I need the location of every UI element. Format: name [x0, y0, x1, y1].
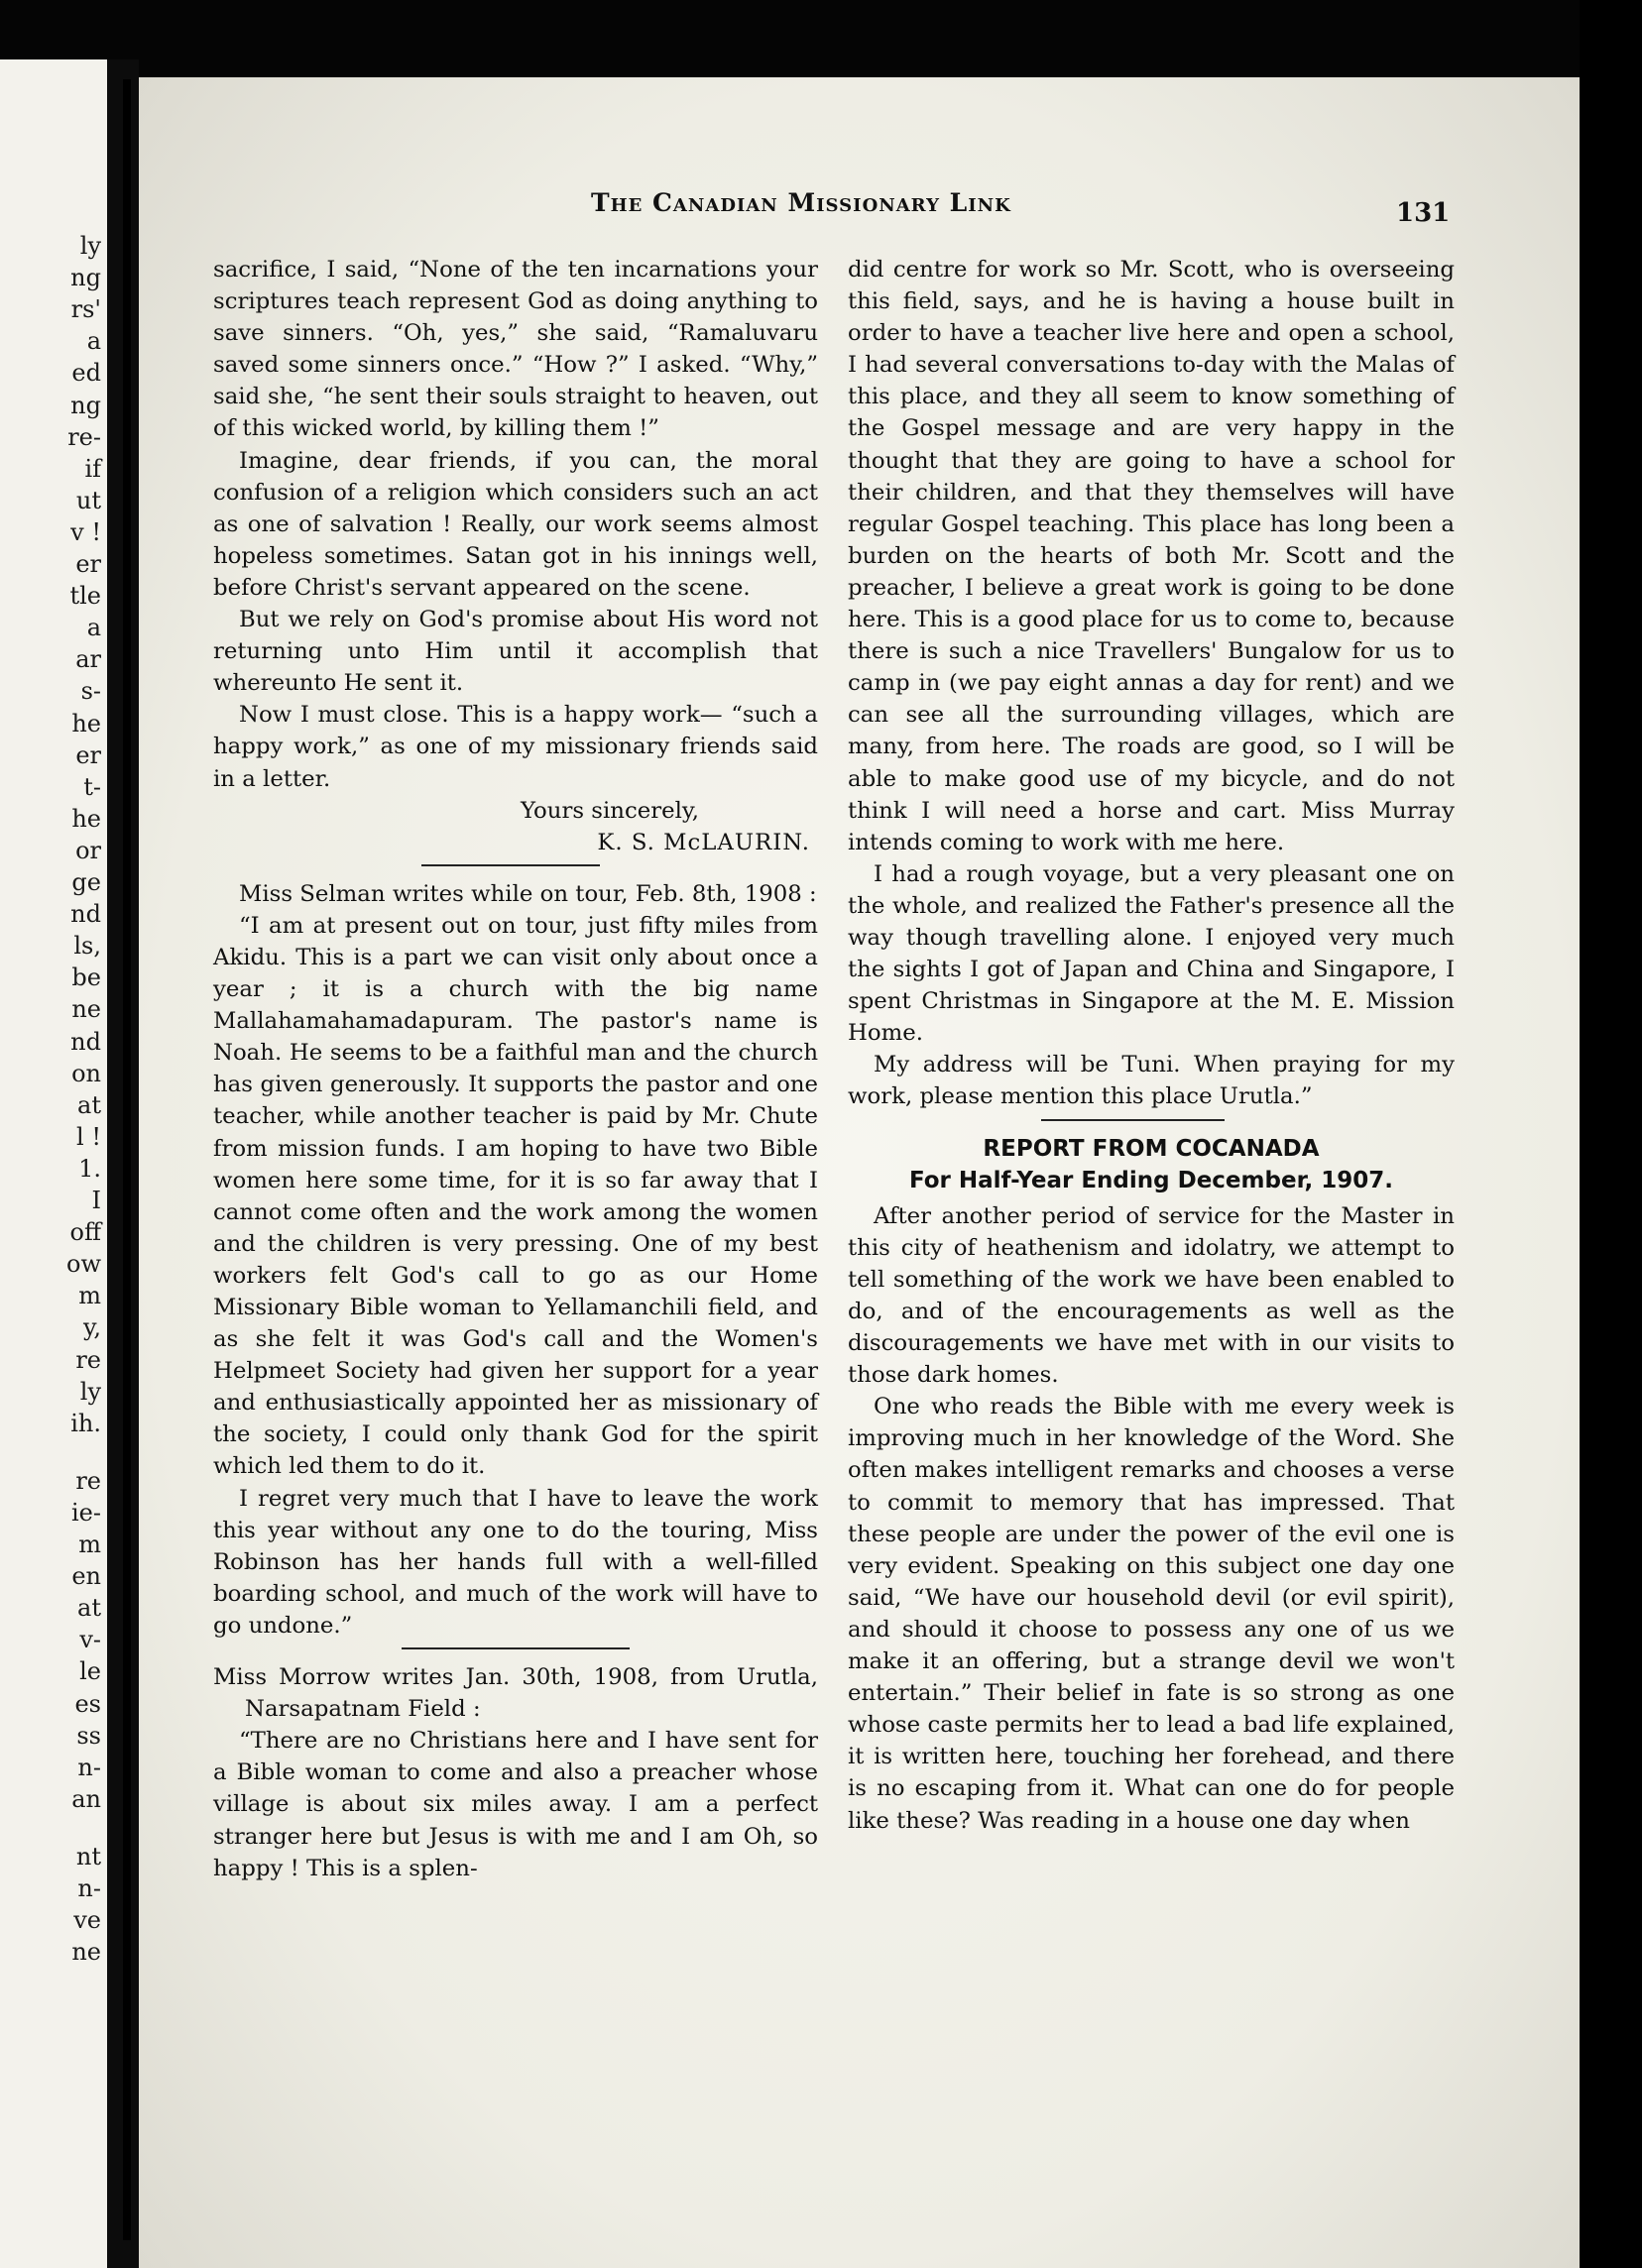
facing-page-text-fragment: re- — [67, 422, 101, 451]
body-paragraph: I had a rough voyage, but a very pleasant one on the whole, and realized the Father's presence all the way though travelling alone. I enjoyed very much the sights I got of Japan and China and Singapore, I spent Christmas in Singapore at the M. E. Mission Home. — [848, 860, 1455, 1047]
facing-page-text-fragment: or — [75, 836, 101, 864]
facing-page-text-fragment: es — [74, 1689, 101, 1718]
facing-page-text-fragment: y, — [83, 1313, 101, 1342]
facing-page-text-fragment: nd — [70, 900, 101, 929]
facing-page-text-fragment: n- — [77, 1753, 101, 1781]
facing-page-text-fragment: ed — [71, 359, 101, 388]
facing-page-text-fragment: a — [86, 327, 101, 356]
facing-page-text-fragment: I — [91, 1187, 101, 1214]
letter-signature: K. S. McLAURIN. — [597, 829, 810, 855]
facing-page-text-fragment: ut — [75, 486, 101, 514]
facing-page-text-fragment: v ! — [70, 517, 101, 546]
body-paragraph: Imagine, dear friends, if you can, the moral confusion of a religion which considers such an act as one of salvation ! Really, our work seems almost hopeless sometimes. Satan got in his innings well, before Christ's servant appeared on the scene. — [213, 447, 818, 601]
left-column — [213, 254, 818, 1884]
facing-page-text-fragment: be — [71, 964, 101, 992]
facing-page-text-fragment: rs' — [70, 295, 101, 324]
facing-page-text-fragment: re — [75, 1466, 101, 1495]
body-paragraph: sacrifice, I said, “None of the ten incarnations your scriptures teach represent God as doing anything to save sinners. “Oh, yes,” she said, “Ramaluvaru saved some sinners once.” “How ?” I asked. “Why,” said she, “he sent their souls straight to heaven, out of this wicked world, by killing them !” — [213, 257, 818, 442]
facing-page-text-fragment: nt — [75, 1842, 101, 1871]
facing-page-text-fragment: 1. — [78, 1154, 101, 1183]
body-paragraph: My address will be Tuni. When praying for my work, please mention this place Urutla.” — [848, 1052, 1455, 1110]
section-subheading: For Half-Year Ending December, 1907. — [908, 1167, 1394, 1193]
facing-page-text-fragment: ly — [79, 232, 101, 260]
facing-page-text-fragment: l ! — [76, 1122, 101, 1151]
facing-page-margin — [0, 59, 107, 2268]
facing-page-text-fragment: ve — [73, 1906, 101, 1935]
facing-page-text-fragment: ng — [70, 391, 101, 419]
body-paragraph: Now I must close. This is a happy work— “such a happy work,” as one of my missionary friends said in a letter. — [213, 702, 818, 792]
body-paragraph: I regret very much that I have to leave the work this year without any one to do the touring, Miss Robinson has her hands full with a well-filled boarding school, and much of the work will have to go undone.” — [213, 1485, 818, 1639]
facing-page-text-fragment: ne — [71, 1938, 101, 1967]
right-column — [848, 254, 1455, 1837]
facing-page-text-fragment: ow — [66, 1250, 101, 1279]
facing-page-text-fragment: if — [84, 454, 101, 483]
letter-intro: Miss Morrow writes Jan. 30th, 1908, from Urutla, Narsapatnam Field : — [213, 1664, 818, 1723]
facing-page-text-fragment: ls, — [73, 932, 101, 961]
facing-page-text-fragment: ng — [70, 264, 101, 292]
page-number: 131 — [1396, 198, 1451, 228]
facing-page-text-fragment: ss — [76, 1721, 101, 1750]
facing-page-text-fragment: an — [71, 1784, 101, 1813]
body-paragraph: After another period of service for the Master in this city of heathenism and idolatry, we attempt to tell something of the work we have been enabled to do, and of the encouragements as well as the discouragements we have met with in our visits to those dark homes. — [848, 1202, 1455, 1389]
facing-page-text-fragment: at — [77, 1594, 101, 1623]
letter-closing: Yours sincerely, — [520, 797, 699, 824]
facing-page-text-fragment: ge — [71, 868, 101, 896]
scan-border-right — [1580, 0, 1642, 2268]
letter-intro: Miss Selman writes while on tour, Feb. 8th, 1908 : — [239, 880, 817, 907]
facing-page-text-fragment: t- — [83, 772, 101, 801]
facing-page-text-fragment: a — [86, 614, 101, 642]
running-header-title: The Canadian Missionary Link — [591, 188, 1011, 217]
facing-page-text-fragment: ih. — [70, 1409, 101, 1437]
facing-page-text-fragment: on — [71, 1059, 101, 1087]
section-divider — [1041, 1119, 1225, 1121]
facing-page-text-fragment: re — [75, 1345, 101, 1374]
facing-page-text-fragment: n- — [77, 1874, 101, 1902]
body-paragraph: “I am at present out on tour, just fifty miles from Akidu. This is a part we can visit only about once a year ; it is a church with the big name Mallahamahamadapuram. The pastor's name is Noah. He seems to be a faithful man and the church has given generously. It supports the pastor and one teacher, while another teacher is paid by Mr. Chute from mission funds. I am hoping to have two Bible women here some time, for it is so far away that I cannot come often and the work among the women and the children is very pressing. One of my best workers felt God's call to go as our Home Missionary Bible woman to Yellamanchili field, and as she felt it was God's call and the Women's Helpmeet Society had given her support for a year and enthusiastically appointed her as missionary of the society, I could only thank God for the spirit which led them to do it. — [213, 912, 818, 1480]
facing-page-text-fragment: at — [77, 1090, 101, 1119]
section-heading: REPORT FROM COCANADA — [983, 1135, 1320, 1162]
body-paragraph: “There are no Christians here and I have sent for a Bible woman to come and also a preacher whose village is about six miles away. I am a perfect stranger here but Jesus is with me and I am Oh, so happy ! This is a splen- — [213, 1728, 818, 1881]
gutter-shadow — [123, 79, 131, 2240]
facing-page-text-fragment: le — [79, 1657, 101, 1686]
facing-page-text-fragment: s- — [80, 677, 101, 706]
facing-page-text-fragment: he — [71, 804, 101, 833]
facing-page-text-fragment: ne — [71, 995, 101, 1024]
facing-page-text-fragment: tle — [69, 582, 101, 611]
section-divider — [421, 864, 600, 866]
facing-page-text-fragment: m — [78, 1282, 101, 1310]
facing-page-text-fragment: ar — [75, 645, 101, 674]
facing-page-text-fragment: ly — [79, 1377, 101, 1406]
body-paragraph: One who reads the Bible with me every week is improving much in her knowledge of the Word. She often makes intelligent remarks and chooses a verse to commit to memory that has impressed. That these people are under the power of the evil one is very evident. Speaking on this subject one day one said, “We have our household devil (or evil spirit), and should it choose to possess any one of us we make it an offering, but a strange devil we won't entertain.” Their belief in fate is so strong as one whose caste permits her to lead a bad life explained, it is written here, touching her forehead, and there is no escaping from it. What can one do for people like these? Was reading in a house one day when — [848, 1394, 1455, 1834]
facing-page-text-fragment: ie- — [71, 1498, 101, 1527]
facing-page-text-fragment: en — [71, 1562, 101, 1591]
facing-page-text-fragment: off — [69, 1218, 101, 1247]
facing-page-text-fragment: m — [78, 1531, 101, 1558]
facing-page-text-fragment: v- — [79, 1626, 101, 1654]
body-paragraph: did centre for work so Mr. Scott, who is overseeing this field, says, and he is having a house built in order to have a teacher live here and open a school, I had several conversations to-day with the Malas of this place, and they all seem to know something of the Gospel message and are very happy in the thought that they are going to have a school for their children, and that they themselves will have regular Gospel teaching. This place has long been a burden on the hearts of both Mr. Scott and the preacher, I believe a great work is going to be done here. This is a good place for us to come to, because there is such a nice Travellers' Bungalow for us to camp in (we pay eight annas a day for rent) and we can see all the surrounding villages, which are many, from here. The roads are good, so I will be able to make good use of my bicycle, and do not think I will need a horse and cart. Miss Murray intends coming to work with me here. — [848, 257, 1455, 855]
facing-page-text-fragment: nd — [70, 1027, 101, 1056]
section-divider — [402, 1647, 630, 1649]
facing-page-text-fragment: he — [71, 709, 101, 737]
facing-page-text-fragment: er — [75, 550, 101, 578]
facing-page-text-fragment: er — [75, 740, 101, 769]
body-paragraph: But we rely on God's promise about His word not returning unto Him until it accomplish that whereunto He sent it. — [213, 607, 818, 697]
